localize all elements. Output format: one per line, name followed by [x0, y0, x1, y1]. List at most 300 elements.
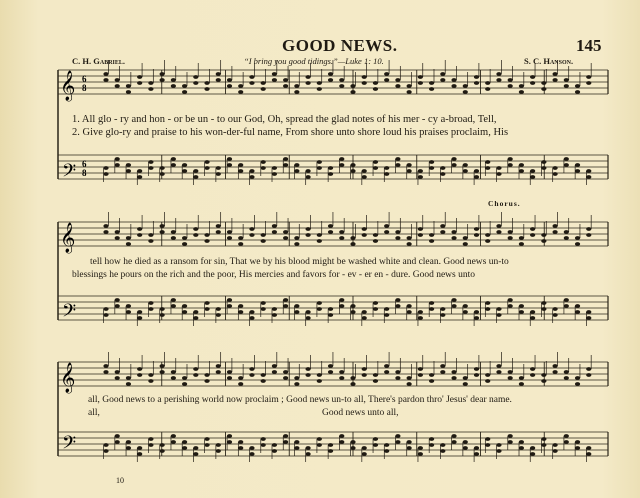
- note-head: [530, 169, 535, 173]
- note-head: [496, 72, 501, 76]
- note-head: [204, 443, 209, 447]
- note-head: [103, 449, 108, 453]
- note-head: [586, 169, 591, 173]
- note-head: [272, 307, 277, 311]
- note-head: [216, 443, 221, 447]
- note-head: [552, 166, 557, 170]
- note-head: [272, 443, 277, 447]
- note-head: [261, 437, 266, 441]
- note-head: [249, 316, 254, 320]
- note-head: [126, 310, 131, 314]
- treble-clef-icon: 𝄞: [60, 223, 76, 252]
- note-head: [440, 313, 445, 317]
- note-head: [541, 379, 546, 383]
- note-head: [317, 307, 322, 311]
- note-head: [103, 313, 108, 317]
- note-head: [485, 373, 490, 377]
- note-head: [148, 233, 153, 237]
- note-head: [451, 304, 456, 308]
- note-head: [216, 313, 221, 317]
- note-head: [418, 175, 423, 179]
- note-head: [474, 75, 479, 79]
- note-head: [227, 440, 232, 444]
- note-head: [575, 304, 580, 308]
- note-head: [227, 163, 232, 167]
- note-head: [451, 434, 456, 438]
- page-number: 145: [576, 36, 602, 55]
- note-head: [485, 437, 490, 441]
- note-head: [272, 370, 277, 374]
- note-head: [193, 175, 198, 179]
- note-head: [373, 239, 378, 243]
- note-head: [261, 373, 266, 377]
- note-head: [519, 236, 524, 240]
- note-head: [541, 87, 546, 91]
- note-head: [350, 84, 355, 88]
- note-head: [339, 163, 344, 167]
- note-head: [137, 446, 142, 450]
- note-head: [575, 376, 580, 380]
- note-head: [193, 373, 198, 377]
- note-head: [519, 304, 524, 308]
- note-head: [485, 301, 490, 305]
- note-head: [407, 90, 412, 94]
- note-head: [283, 376, 288, 380]
- note-head: [137, 227, 142, 231]
- note-head: [171, 230, 176, 234]
- note-head: [519, 440, 524, 444]
- note-head: [305, 75, 310, 79]
- note-head: [519, 376, 524, 380]
- note-head: [294, 382, 299, 386]
- note-head: [552, 449, 557, 453]
- note-head: [496, 449, 501, 453]
- note-head: [272, 72, 277, 76]
- note-head: [440, 72, 445, 76]
- note-head: [530, 373, 535, 377]
- note-head: [552, 370, 557, 374]
- note-head: [115, 84, 120, 88]
- note-head: [283, 157, 288, 161]
- note-head: [564, 236, 569, 240]
- note-head: [339, 157, 344, 161]
- note-head: [115, 434, 120, 438]
- note-head: [317, 166, 322, 170]
- note-head: [407, 376, 412, 380]
- note-head: [272, 449, 277, 453]
- note-head: [440, 449, 445, 453]
- note-head: [305, 446, 310, 450]
- note-head: [508, 434, 513, 438]
- note-head: [182, 376, 187, 380]
- note-head: [148, 379, 153, 383]
- note-head: [429, 437, 434, 441]
- note-head: [238, 440, 243, 444]
- note-head: [508, 163, 513, 167]
- note-head: [440, 172, 445, 176]
- note-head: [407, 310, 412, 314]
- note-head: [137, 452, 142, 456]
- note-head: [519, 310, 524, 314]
- note-head: [395, 298, 400, 302]
- note-head: [283, 163, 288, 167]
- note-head: [575, 440, 580, 444]
- note-head: [463, 446, 468, 450]
- note-head: [350, 163, 355, 167]
- note-head: [204, 81, 209, 85]
- note-head: [216, 78, 221, 82]
- hymn-title: GOOD NEWS.: [282, 36, 398, 55]
- note-head: [317, 443, 322, 447]
- note-head: [204, 239, 209, 243]
- note-head: [283, 440, 288, 444]
- note-head: [508, 78, 513, 82]
- note-head: [384, 172, 389, 176]
- note-head: [395, 236, 400, 240]
- note-head: [541, 81, 546, 85]
- note-head: [384, 370, 389, 374]
- note-head: [496, 364, 501, 368]
- note-head: [182, 163, 187, 167]
- note-head: [160, 72, 165, 76]
- note-head: [451, 163, 456, 167]
- note-head: [204, 166, 209, 170]
- note-head: [575, 446, 580, 450]
- note-head: [317, 160, 322, 164]
- note-head: [440, 224, 445, 228]
- note-head: [328, 72, 333, 76]
- note-head: [115, 157, 120, 161]
- chorus-lyrics-bass: all,: [88, 408, 100, 418]
- bass-clef-icon: 𝄢: [62, 300, 77, 325]
- note-head: [328, 230, 333, 234]
- note-head: [238, 84, 243, 88]
- note-head: [294, 304, 299, 308]
- note-head: [238, 382, 243, 386]
- note-head: [317, 87, 322, 91]
- note-head: [193, 169, 198, 173]
- note-head: [126, 304, 131, 308]
- note-head: [103, 307, 108, 311]
- note-head: [339, 298, 344, 302]
- note-head: [541, 166, 546, 170]
- note-head: [171, 304, 176, 308]
- note-head: [350, 304, 355, 308]
- note-head: [429, 379, 434, 383]
- note-head: [261, 379, 266, 383]
- note-head: [407, 242, 412, 246]
- note-head: [317, 233, 322, 237]
- note-head: [227, 434, 232, 438]
- note-head: [272, 172, 277, 176]
- composer-credit: C. H. Gabriel.: [72, 56, 125, 66]
- note-head: [384, 224, 389, 228]
- note-head: [294, 90, 299, 94]
- note-head: [350, 242, 355, 246]
- note-head: [204, 87, 209, 91]
- note-head: [350, 90, 355, 94]
- note-head: [362, 227, 367, 231]
- note-head: [407, 382, 412, 386]
- note-head: [508, 236, 513, 240]
- note-head: [496, 370, 501, 374]
- note-head: [564, 157, 569, 161]
- note-head: [148, 87, 153, 91]
- note-head: [171, 163, 176, 167]
- note-head: [564, 230, 569, 234]
- note-head: [530, 233, 535, 237]
- note-head: [407, 304, 412, 308]
- note-head: [530, 316, 535, 320]
- note-head: [103, 72, 108, 76]
- note-head: [508, 440, 513, 444]
- note-head: [103, 370, 108, 374]
- note-head: [429, 301, 434, 305]
- note-head: [586, 316, 591, 320]
- note-head: [429, 239, 434, 243]
- note-head: [272, 313, 277, 317]
- note-head: [395, 370, 400, 374]
- note-head: [137, 169, 142, 173]
- note-head: [564, 298, 569, 302]
- note-head: [283, 298, 288, 302]
- note-head: [160, 230, 165, 234]
- note-head: [115, 440, 120, 444]
- note-head: [193, 233, 198, 237]
- note-head: [552, 307, 557, 311]
- note-head: [519, 84, 524, 88]
- note-head: [148, 166, 153, 170]
- note-head: [530, 175, 535, 179]
- note-head: [530, 446, 535, 450]
- note-head: [564, 163, 569, 167]
- note-head: [350, 169, 355, 173]
- note-head: [115, 376, 120, 380]
- note-head: [216, 166, 221, 170]
- verse-1-lyrics: 1. All glo - ry and hon - or be un - to our God, Oh, spread the glad notes of his mer - cy a-broad, Tell,: [72, 114, 497, 125]
- note-head: [451, 236, 456, 240]
- note-head: [373, 301, 378, 305]
- note-head: [249, 373, 254, 377]
- note-head: [395, 163, 400, 167]
- note-head: [249, 446, 254, 450]
- note-head: [485, 87, 490, 91]
- note-head: [440, 78, 445, 82]
- note-head: [317, 81, 322, 85]
- note-head: [115, 304, 120, 308]
- note-head: [216, 364, 221, 368]
- note-head: [272, 166, 277, 170]
- note-head: [171, 376, 176, 380]
- note-head: [418, 367, 423, 371]
- note-head: [463, 236, 468, 240]
- note-head: [541, 301, 546, 305]
- note-head: [227, 304, 232, 308]
- note-head: [249, 310, 254, 314]
- note-head: [519, 242, 524, 246]
- time-signature-bottom: 8: [82, 83, 87, 93]
- note-head: [440, 443, 445, 447]
- note-head: [362, 175, 367, 179]
- note-head: [474, 316, 479, 320]
- note-head: [238, 169, 243, 173]
- note-head: [227, 298, 232, 302]
- note-head: [564, 434, 569, 438]
- bass-clef-icon: 𝄢: [62, 432, 77, 457]
- note-head: [305, 367, 310, 371]
- note-head: [238, 446, 243, 450]
- note-head: [362, 310, 367, 314]
- note-head: [407, 446, 412, 450]
- note-head: [474, 169, 479, 173]
- note-head: [261, 160, 266, 164]
- note-head: [305, 227, 310, 231]
- note-head: [216, 172, 221, 176]
- note-head: [182, 236, 187, 240]
- note-head: [227, 84, 232, 88]
- note-head: [407, 169, 412, 173]
- note-head: [115, 370, 120, 374]
- note-head: [418, 316, 423, 320]
- note-head: [362, 316, 367, 320]
- note-head: [103, 172, 108, 176]
- note-head: [541, 160, 546, 164]
- note-head: [395, 78, 400, 82]
- note-head: [496, 307, 501, 311]
- note-head: [305, 316, 310, 320]
- note-head: [272, 78, 277, 82]
- note-head: [204, 301, 209, 305]
- note-head: [171, 78, 176, 82]
- note-head: [328, 172, 333, 176]
- note-head: [350, 310, 355, 314]
- note-head: [508, 370, 513, 374]
- note-head: [463, 382, 468, 386]
- note-head: [474, 227, 479, 231]
- note-head: [115, 230, 120, 234]
- note-head: [552, 78, 557, 82]
- note-head: [451, 157, 456, 161]
- note-head: [261, 307, 266, 311]
- note-head: [193, 316, 198, 320]
- note-head: [362, 452, 367, 456]
- note-head: [171, 236, 176, 240]
- note-head: [463, 440, 468, 444]
- note-head: [339, 236, 344, 240]
- note-head: [126, 90, 131, 94]
- note-head: [496, 443, 501, 447]
- note-head: [137, 310, 142, 314]
- note-head: [249, 452, 254, 456]
- note-head: [418, 169, 423, 173]
- note-head: [373, 437, 378, 441]
- note-head: [305, 175, 310, 179]
- note-head: [216, 307, 221, 311]
- note-head: [227, 78, 232, 82]
- note-head: [103, 78, 108, 82]
- note-head: [541, 239, 546, 243]
- note-head: [508, 376, 513, 380]
- note-head: [586, 310, 591, 314]
- note-head: [328, 307, 333, 311]
- note-head: [294, 84, 299, 88]
- note-head: [305, 310, 310, 314]
- note-head: [496, 313, 501, 317]
- note-head: [350, 440, 355, 444]
- note-head: [328, 370, 333, 374]
- note-head: [272, 230, 277, 234]
- note-head: [137, 316, 142, 320]
- note-head: [463, 169, 468, 173]
- note-head: [474, 373, 479, 377]
- note-head: [418, 452, 423, 456]
- note-head: [586, 373, 591, 377]
- note-head: [451, 440, 456, 444]
- note-head: [182, 310, 187, 314]
- note-head: [362, 373, 367, 377]
- note-head: [485, 160, 490, 164]
- note-head: [485, 307, 490, 311]
- note-head: [294, 446, 299, 450]
- note-head: [126, 163, 131, 167]
- note-head: [148, 239, 153, 243]
- note-head: [586, 452, 591, 456]
- note-head: [474, 175, 479, 179]
- note-head: [552, 443, 557, 447]
- note-head: [261, 87, 266, 91]
- note-head: [485, 166, 490, 170]
- note-head: [463, 376, 468, 380]
- note-head: [103, 443, 108, 447]
- note-head: [474, 452, 479, 456]
- note-head: [451, 370, 456, 374]
- note-head: [519, 169, 524, 173]
- note-head: [373, 307, 378, 311]
- note-head: [575, 90, 580, 94]
- note-head: [418, 310, 423, 314]
- note-head: [407, 440, 412, 444]
- note-head: [115, 163, 120, 167]
- note-head: [160, 370, 165, 374]
- note-head: [227, 157, 232, 161]
- note-head: [429, 87, 434, 91]
- note-head: [575, 382, 580, 386]
- note-head: [182, 304, 187, 308]
- note-head: [328, 364, 333, 368]
- note-head: [429, 443, 434, 447]
- note-head: [541, 443, 546, 447]
- note-head: [384, 78, 389, 82]
- note-head: [362, 367, 367, 371]
- note-head: [429, 373, 434, 377]
- note-head: [160, 172, 165, 176]
- note-head: [395, 376, 400, 380]
- note-head: [373, 87, 378, 91]
- note-head: [317, 379, 322, 383]
- note-head: [261, 443, 266, 447]
- note-head: [362, 169, 367, 173]
- note-head: [418, 373, 423, 377]
- note-head: [238, 242, 243, 246]
- note-head: [193, 446, 198, 450]
- note-head: [171, 84, 176, 88]
- note-head: [395, 157, 400, 161]
- note-head: [182, 242, 187, 246]
- note-head: [193, 367, 198, 371]
- note-head: [249, 175, 254, 179]
- note-head: [204, 373, 209, 377]
- note-head: [373, 81, 378, 85]
